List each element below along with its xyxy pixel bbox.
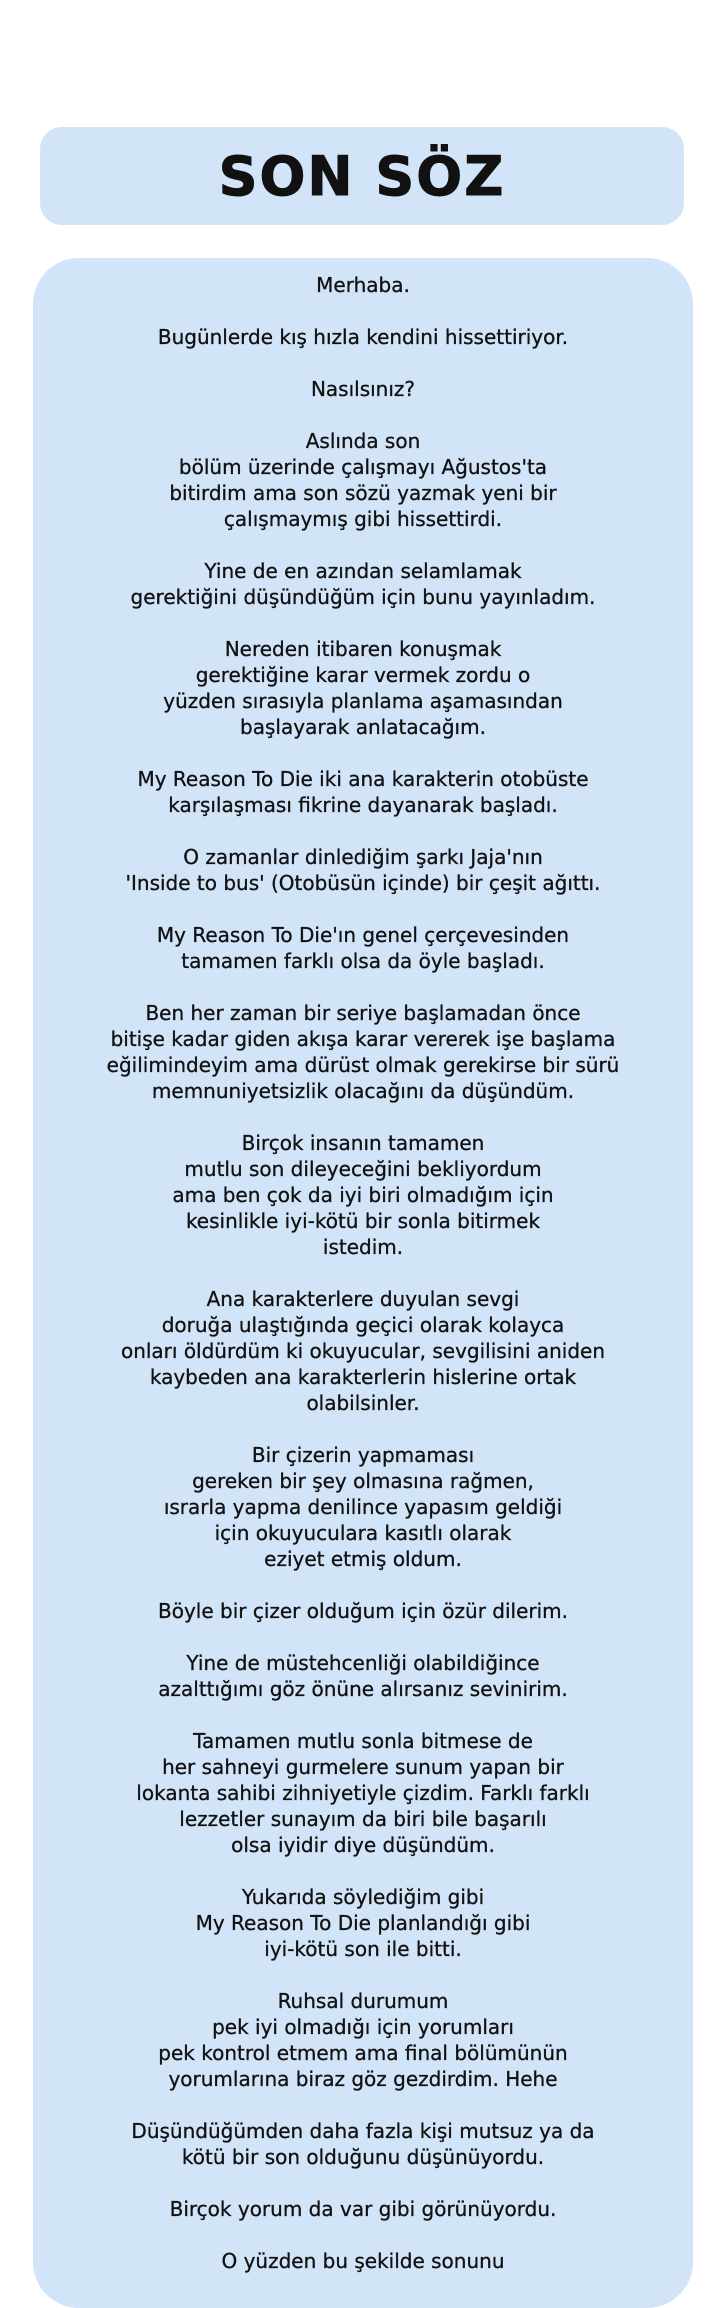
text-line: her sahneyi gurmelere sunum yapan bir — [162, 1755, 564, 1779]
text-line: mutlu son dileyeceğini bekliyordum — [184, 1157, 542, 1181]
text-line: için okuyuculara kasıtlı olarak — [214, 1521, 512, 1545]
text-line: kötü bir son olduğunu düşünüyordu. — [181, 2145, 545, 2169]
text-line: onları öldürdüm ki okuyucular, sevgilisini aniden — [120, 1339, 606, 1363]
paragraph — [33, 1884, 693, 1962]
page-title: SON SÖZ — [218, 144, 506, 208]
text-line: O zamanlar dinlediğim şarkı Jaja'nın — [183, 845, 543, 869]
paragraph — [33, 1130, 693, 1260]
paragraph — [33, 376, 693, 402]
text-line: My Reason To Die'ın genel çerçevesinden — [156, 923, 570, 947]
text-line: olabilsinler. — [306, 1391, 420, 1415]
paragraph — [33, 766, 693, 818]
text-line: ama ben çok da iyi biri olmadığım için — [172, 1183, 554, 1207]
paragraph — [33, 1650, 693, 1702]
text-line: Bugünlerde kış hızla kendini hissettiriyor. — [157, 325, 569, 349]
paragraph — [33, 324, 693, 350]
title-banner — [40, 127, 684, 225]
afterword-panel — [33, 258, 693, 2308]
text-line: Nasılsınız? — [310, 377, 416, 401]
text-line: karşılaşması fikrine dayanarak başladı. — [168, 793, 558, 817]
paragraph — [33, 1000, 693, 1104]
text-line: Böyle bir çizer olduğum için özür dilerim. — [157, 1599, 569, 1623]
paragraph — [33, 636, 693, 740]
text-line: lokanta sahibi zihniyetiyle çizdim. Farklı farklı — [136, 1781, 590, 1805]
text-line: eğilimindeyim ama dürüst olmak gerekirse bir sürü — [106, 1053, 620, 1077]
text-line: bitişe kadar giden akışa karar vererek işe başlama — [110, 1027, 616, 1051]
text-line: gereken bir şey olmasına rağmen, — [192, 1469, 534, 1493]
text-line: gerektiğine karar vermek zordu o — [195, 663, 531, 687]
text-line: pek kontrol etmem ama final bölümünün — [158, 2041, 568, 2065]
text-line: gerektiğini düşündüğüm için bunu yayınladım. — [130, 585, 596, 609]
paragraph — [33, 558, 693, 610]
text-line: Düşündüğümden daha fazla kişi mutsuz ya da — [131, 2119, 595, 2143]
text-line: istedim. — [322, 1235, 404, 1259]
text-line: eziyet etmiş oldum. — [264, 1547, 462, 1571]
text-line: Yine de en azından selamlamak — [204, 559, 522, 583]
paragraph — [33, 1442, 693, 1572]
text-line: Merhaba. — [316, 273, 410, 297]
text-line: olsa iyidir diye düşündüm. — [231, 1833, 495, 1857]
text-line: O yüzden bu şekilde sonunu — [221, 2249, 505, 2273]
text-line: Tamamen mutlu sonla bitmese de — [193, 1729, 533, 1753]
text-line: My Reason To Die planlandığı gibi — [195, 1911, 531, 1935]
text-line: doruğa ulaştığında geçici olarak kolayca — [161, 1313, 565, 1337]
text-line: yorumlarına biraz göz gezdirdim. Hehe — [168, 2067, 558, 2091]
text-line: pek iyi olmadığı için yorumları — [212, 2015, 514, 2039]
text-line: azalttığımı göz önüne alırsanız sevinirim. — [158, 1677, 568, 1701]
text-line: bitirdim ama son sözü yazmak yeni bir — [169, 481, 557, 505]
text-line: Bir çizerin yapmaması — [251, 1443, 475, 1467]
text-line: Birçok insanın tamamen — [241, 1131, 485, 1155]
text-line: Aslında son — [305, 429, 421, 453]
paragraph — [33, 1286, 693, 1416]
text-line: Nereden itibaren konuşmak — [224, 637, 502, 661]
text-line: lezzetler sunayım da biri bile başarılı — [179, 1807, 547, 1831]
paragraph — [33, 2196, 693, 2222]
afterword-text — [33, 272, 693, 2300]
text-line: Ruhsal durumum — [277, 1989, 449, 2013]
text-line: tamamen farklı olsa da öyle başladı. — [181, 949, 545, 973]
paragraph — [33, 1598, 693, 1624]
text-line: çalışmaymış gibi hissettirdi. — [223, 507, 503, 531]
text-line: başlayarak anlatacağım. — [240, 715, 486, 739]
text-line: kaybeden ana karakterlerin hislerine ortak — [149, 1365, 577, 1389]
text-line: kesinlikle iyi-kötü bir sonla bitirmek — [185, 1209, 541, 1233]
paragraph — [33, 428, 693, 532]
text-line: 'Inside to bus' (Otobüsün içinde) bir çeşit ağıttı. — [125, 871, 601, 895]
paragraph — [33, 844, 693, 896]
paragraph — [33, 922, 693, 974]
text-line: Yine de müstehcenliği olabildiğince — [186, 1651, 540, 1675]
text-line: My Reason To Die iki ana karakterin otobüste — [137, 767, 589, 791]
paragraph — [33, 2118, 693, 2170]
text-line: Ben her zaman bir seriye başlamadan önce — [145, 1001, 581, 1025]
text-line: ısrarla yapma denilince yapasım geldiği — [163, 1495, 563, 1519]
text-line: iyi-kötü son ile bitti. — [264, 1937, 462, 1961]
text-line: memnuniyetsizlik olacağını da düşündüm. — [151, 1079, 575, 1103]
paragraph — [33, 1988, 693, 2092]
paragraph — [33, 272, 693, 298]
text-line: Yukarıda söylediğim gibi — [241, 1885, 485, 1909]
paragraph — [33, 1728, 693, 1858]
paragraph — [33, 2248, 693, 2274]
text-line: Birçok yorum da var gibi görünüyordu. — [169, 2197, 557, 2221]
text-line: yüzden sırasıyla planlama aşamasından — [163, 689, 563, 713]
text-line: bölüm üzerinde çalışmayı Ağustos'ta — [178, 455, 548, 479]
text-line: Ana karakterlere duyulan sevgi — [206, 1287, 520, 1311]
